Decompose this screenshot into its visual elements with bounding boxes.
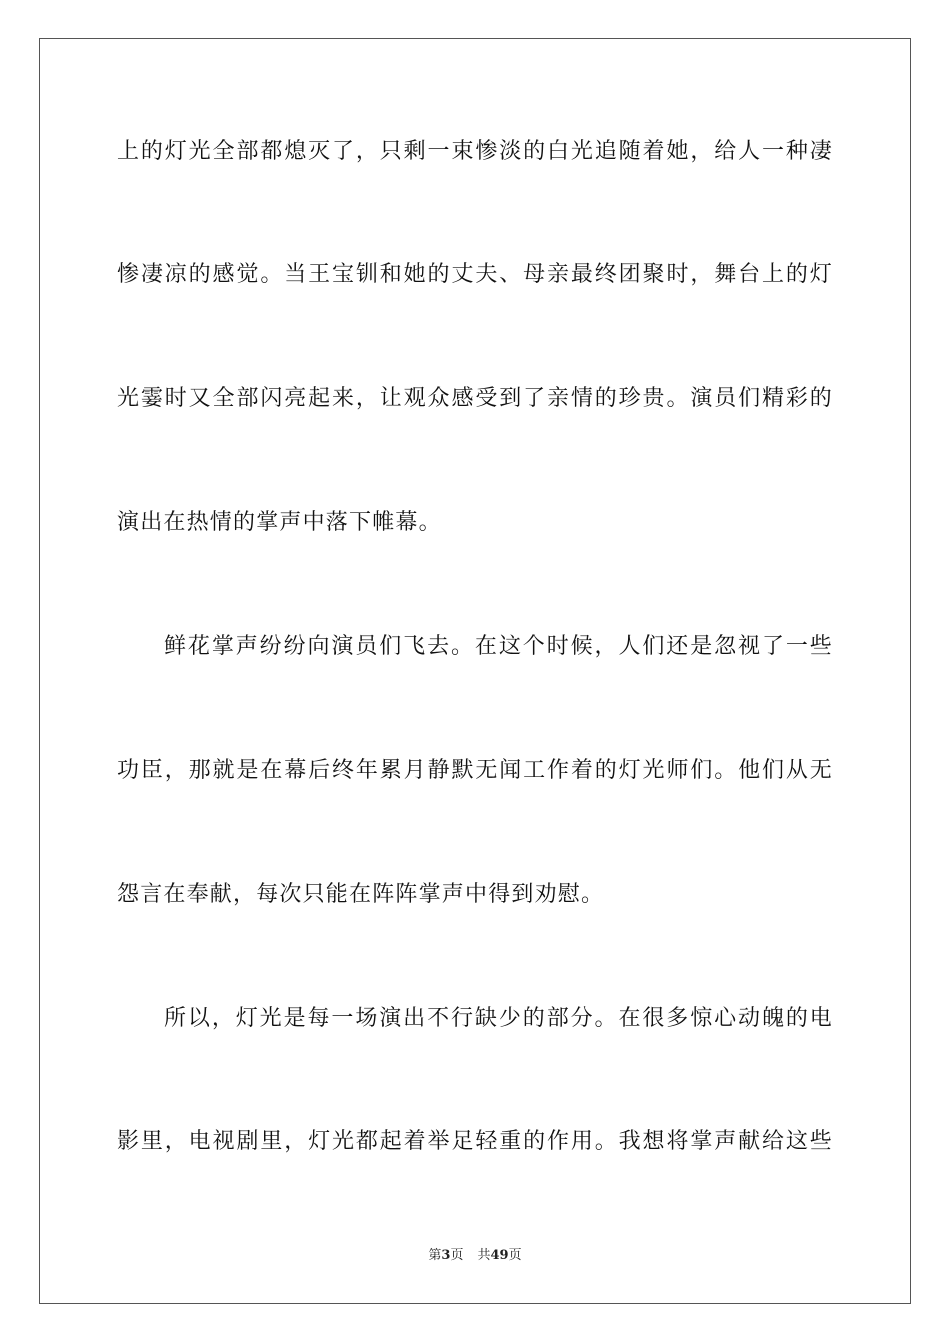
page-footer	[0, 1247, 950, 1265]
page-prefix: 第	[428, 1248, 442, 1263]
total-pages: 49	[490, 1248, 509, 1263]
body-line-8: 所以，灯光是每一场演出不行缺少的部分。在很多惊心动魄的电	[164, 1006, 833, 1031]
body-line-3: 光霎时又全部闪亮起来，让观众感受到了亲情的珍贵。演员们精彩的	[117, 386, 833, 411]
total-suffix: 页	[508, 1248, 522, 1263]
body-line-6: 功臣，那就是在幕后终年累月静默无闻工作着的灯光师们。他们从无	[117, 758, 833, 783]
total-prefix: 共	[477, 1248, 491, 1263]
page-suffix: 页	[450, 1248, 464, 1263]
body-line-5: 鲜花掌声纷纷向演员们飞去。在这个时候，人们还是忽视了一些	[164, 634, 833, 659]
page-number: 3	[441, 1248, 451, 1263]
body-line-1: 上的灯光全部都熄灭了，只剩一束惨淡的白光追随着她，给人一种凄	[117, 139, 833, 164]
body-line-4: 演出在热情的掌声中落下帷幕。	[117, 510, 442, 535]
body-line-7: 怨言在奉献，每次只能在阵阵掌声中得到劝慰。	[117, 882, 605, 907]
body-line-2: 惨凄凉的感觉。当王宝钏和她的丈夫、母亲最终团聚时，舞台上的灯	[117, 262, 833, 287]
body-line-9: 影里，电视剧里，灯光都起着举足轻重的作用。我想将掌声献给这些	[117, 1129, 833, 1154]
page-border	[39, 38, 911, 1304]
